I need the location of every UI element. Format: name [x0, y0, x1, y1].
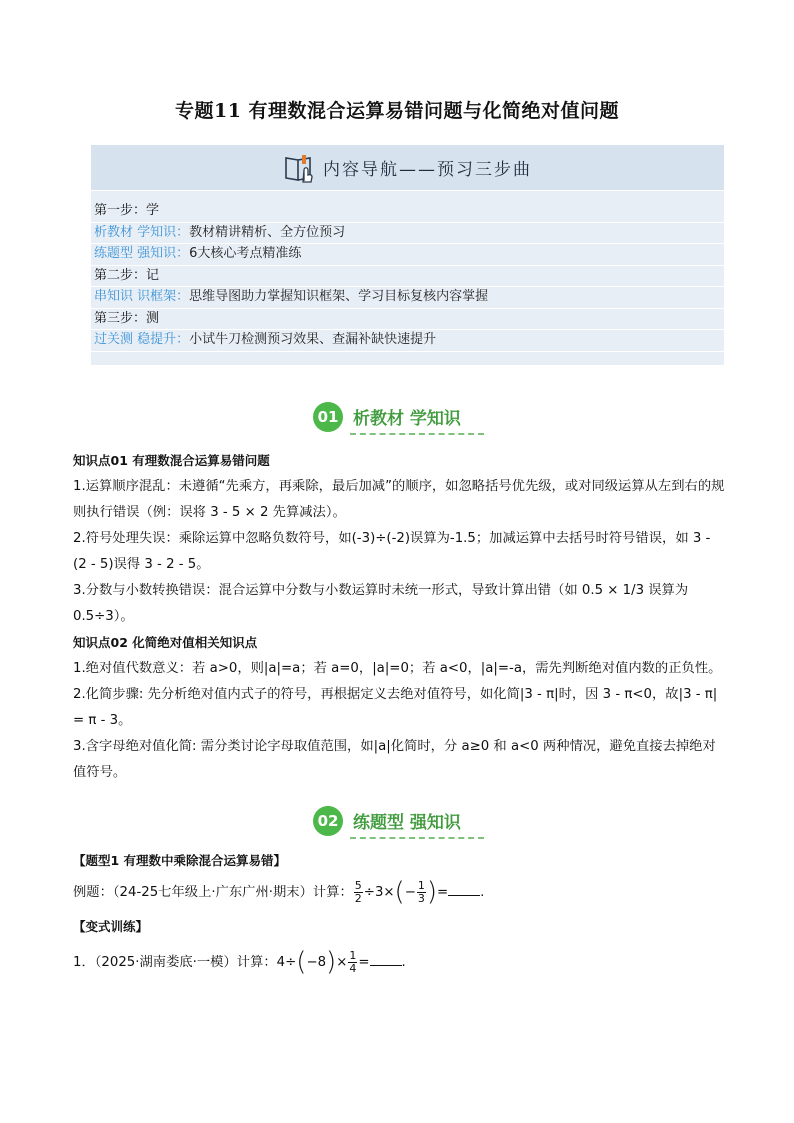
- nav-row-value: 小试牛刀检测预习效果、查漏补缺快速提升: [189, 332, 437, 347]
- knowledge-paragraph: 2.化简步骤: 先分析绝对值内式子的符号，再根据定义去绝对值符号，如化简|3 - π|时，因 3 - π<0，故|3 - π| = π - 3。: [73, 687, 718, 728]
- practice-section: [73, 848, 725, 982]
- period: .: [480, 885, 485, 900]
- nav-row-step1: [91, 201, 724, 223]
- practice-prefix: 1．（2025·湖南娄底·一模）计算：: [73, 955, 277, 970]
- nav-rows: [91, 191, 724, 352]
- nav-row-key: 过关测 稳提升：: [94, 332, 190, 347]
- nav-row-practice: [91, 244, 724, 266]
- nav-row-test: [91, 330, 724, 352]
- section-badge-02: [0, 806, 794, 846]
- operator: ÷3×: [363, 885, 395, 900]
- nav-row-key: 第一步：学: [94, 203, 160, 218]
- example-question: [73, 874, 725, 912]
- minus-sign: −: [404, 885, 416, 900]
- nav-header: [91, 145, 724, 191]
- answer-blank[interactable]: [370, 953, 402, 966]
- knowledge-point-title: 知识点02 化简绝对值相关知识点: [73, 635, 258, 650]
- nav-row-key: 析教材 学知识：: [94, 224, 190, 240]
- section-label: 练题型 强知识: [353, 813, 461, 833]
- section-badge-01: [0, 402, 794, 442]
- nav-row-value: 6大核心考点精准练: [189, 246, 302, 261]
- practice-question-1: [73, 944, 725, 982]
- negative-number: −8: [306, 955, 327, 970]
- section-underline: [350, 837, 484, 839]
- equals-sign: =: [358, 955, 370, 970]
- nav-row-step2: [91, 266, 724, 288]
- equals-sign: =: [437, 885, 449, 900]
- section-label: 析教材 学知识: [353, 409, 461, 429]
- fraction: [354, 880, 363, 905]
- nav-row-key: 串知识 识框架：: [94, 289, 190, 304]
- knowledge-paragraph: 2.符号处理失误：乘除运算中忽略负数符号，如(-3)÷(-2)误算为-1.5；加减运算中去括号时符号错误，如 3 - (2 - 5)误得 3 - 2 - 5。: [73, 531, 711, 572]
- knowledge-paragraph: 1.运算顺序混乱：未遵循“先乘方，再乘除，最后加减”的顺序，如忽略括号优先级，或对同级运算从左到右的规则执行错误（例：误将 3 - 5 × 2 先算减法）。: [73, 479, 725, 520]
- nav-row-framework: [91, 287, 724, 309]
- practice-title: 【变式训练】: [73, 919, 149, 934]
- nav-row-value: 教材精讲精析、全方位预习: [189, 224, 346, 240]
- fraction-numerator: 1: [417, 878, 425, 892]
- nav-row-step3: [91, 309, 724, 331]
- right-paren: ): [326, 947, 337, 977]
- fraction: [417, 880, 426, 905]
- page-title: 专题11 有理数混合运算易错问题与化简绝对值问题: [174, 100, 620, 122]
- content-navigation-box: [91, 145, 724, 365]
- knowledge-paragraph: 1.绝对值代数意义：若 a>0，则|a|=a；若 a=0，|a|=0；若 a<0，|a|=-a，需先判断绝对值内数的正负性。: [73, 661, 722, 676]
- right-paren: ): [426, 877, 438, 907]
- left-paren: (: [394, 877, 405, 907]
- section-underline: [350, 433, 484, 435]
- knowledge-paragraph: 3.含字母绝对值化简: 需分类讨论字母取值范围，如|a|化简时，分 a≥0 和 a<0 两种情况，避免直接去掉绝对值符号。: [73, 739, 716, 780]
- fraction-denominator: 2: [354, 891, 362, 905]
- knowledge-section: [73, 448, 725, 786]
- times-sign: ×: [336, 955, 348, 970]
- fraction-denominator: 3: [417, 891, 425, 905]
- nav-row-value: 思维导图助力掌握知识框架、学习目标复核内容掌握: [189, 289, 489, 304]
- nav-row-key: 第三步：测: [94, 310, 160, 326]
- nav-row-key: 练题型 强知识：: [94, 246, 190, 261]
- answer-blank[interactable]: [448, 883, 480, 896]
- expression-part: 4÷: [276, 955, 297, 970]
- section-number: 02: [313, 806, 343, 836]
- example-prefix: 例题：（24-25七年级上·广东广州·期末）计算：: [73, 885, 353, 900]
- section-number: 01: [313, 402, 343, 432]
- left-paren: (: [296, 947, 307, 977]
- fraction-denominator: 4: [349, 961, 357, 975]
- period: .: [401, 955, 406, 970]
- fraction-numerator: 1: [349, 948, 357, 962]
- knowledge-point-title: 知识点01 有理数混合运算易错问题: [73, 453, 270, 468]
- question-type-title: 【题型1 有理数中乘除混合运算易错】: [73, 853, 287, 868]
- fraction-numerator: 5: [354, 878, 362, 892]
- nav-header-title: 内容导航——预习三步曲: [323, 160, 532, 180]
- nav-row-key: 第二步：记: [94, 267, 160, 283]
- book-pointer-icon: [283, 151, 317, 185]
- fraction: [348, 950, 357, 975]
- knowledge-paragraph: 3.分数与小数转换错误：混合运算中分数与小数运算时未统一形式，导致计算出错（如 0.5 × 1/3 误算为 0.5÷3）。: [73, 583, 689, 624]
- nav-row-learn: [91, 223, 724, 245]
